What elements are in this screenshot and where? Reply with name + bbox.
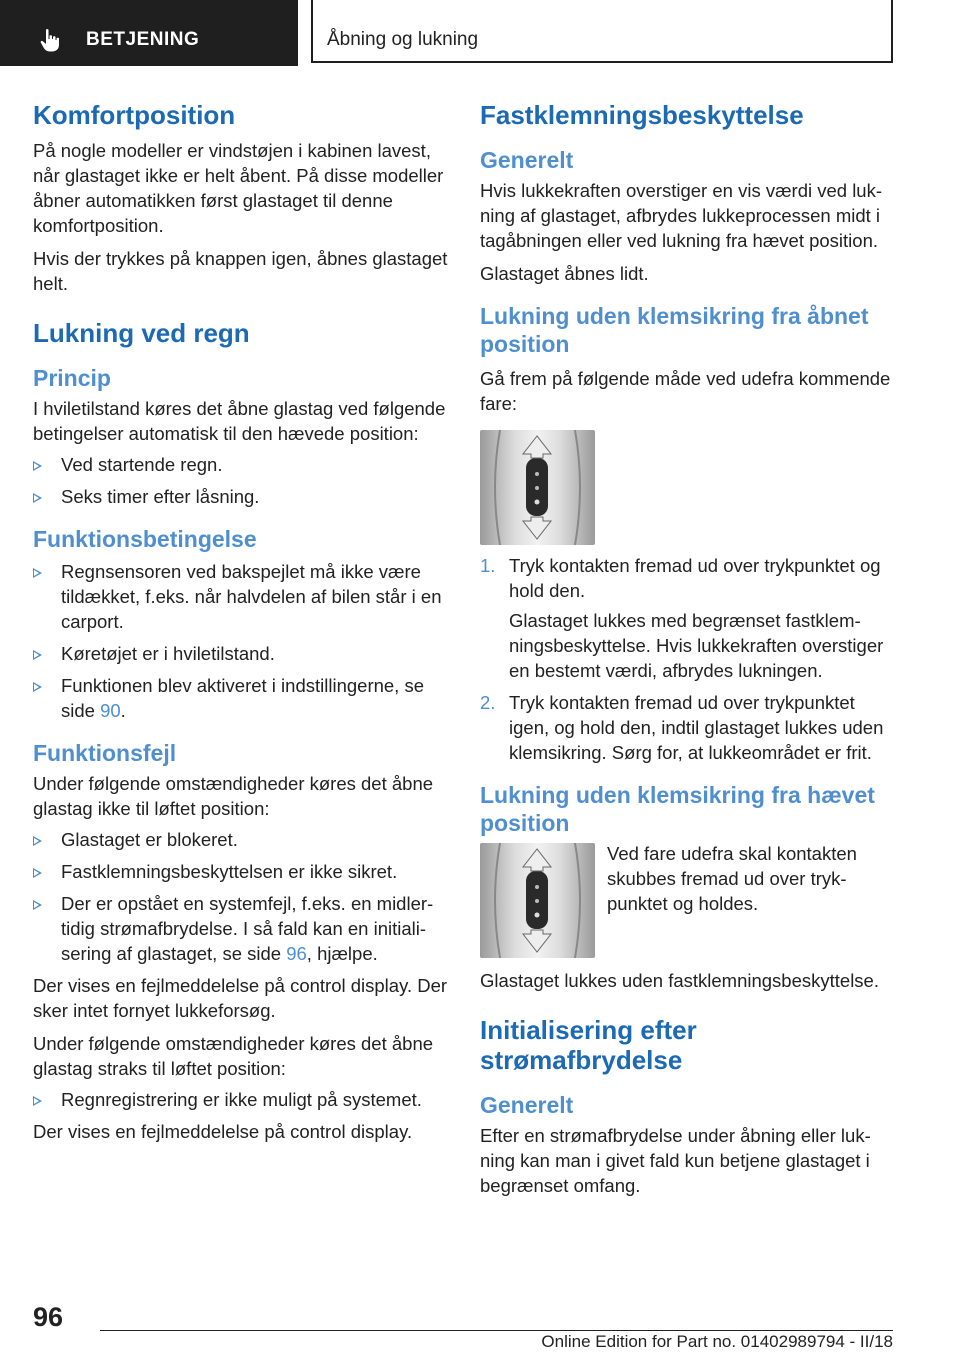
heading-generelt: Generelt	[480, 147, 574, 173]
list-item: 1. Tryk kontakten fremad ud over trykpunktet og hold den. Glastaget lukkes med begrænset fastklemningsbeskyttelse. Hvis lukkekraften overstiger en bestemt værdi, afbrydes lukningen.	[480, 553, 895, 683]
paragraph: Under følgende omstændigheder køres det åbne glastag ikke til løftet position:	[33, 773, 434, 819]
right-column	[480, 100, 895, 1198]
triangle-bullet-icon	[33, 900, 42, 910]
illustrated-paragraph	[480, 843, 895, 958]
step-note: Glastaget lukkes med begrænset fastklemningsbeskyttelse. Hvis lukkekraften overstiger en bestemt værdi, afbrydes lukningen.	[509, 610, 884, 681]
heading-generelt: Generelt	[480, 1092, 574, 1118]
section-title: BETJENING	[86, 29, 200, 50]
paragraph: Glastaget åbnes lidt.	[480, 263, 649, 284]
roof-switch-image	[480, 843, 595, 958]
edition-note: Online Edition for Part no. 01402989794 - II/18	[541, 1332, 893, 1351]
heading-fastklemningsbeskyttelse: Fastklemningsbeskyttelse	[480, 100, 804, 130]
list-item: Der er opstået en systemfejl, f.eks. en midlertidig strømafbrydelse. I så fald kan en initialisering af glastaget, se side 96, hjælpe.	[33, 891, 448, 966]
paragraph: Glastaget lukkes uden fastklemningsbeskyttelse.	[480, 970, 879, 991]
left-column	[33, 100, 448, 1144]
paragraph: Ved fare udefra skal kontakten skubbes fremad ud over trykpunktet og holdes.	[607, 843, 857, 914]
list-item: Regnsensoren ved bakspejlet må ikke være tildækket, f.eks. når halvdelen af bilen står i en carport.	[33, 559, 448, 634]
chapter-header	[311, 0, 893, 63]
paragraph: I hviletilstand køres det åbne glastag ved følgende betingelser automatisk til den hævede position:	[33, 398, 446, 444]
paragraph: På nogle modeller er vindstøjen i kabinen lavest, når glastaget ikke er helt åbent. På disse modeller åbner automatikken først glastaget til denne komfortposition.	[33, 140, 444, 236]
triangle-bullet-icon	[33, 493, 42, 503]
heading-funktionsfejl: Funktionsfejl	[33, 740, 177, 766]
heading-lukning-ved-regn: Lukning ved regn	[33, 318, 250, 348]
list-item: Køretøjet er i hviletilstand.	[33, 641, 448, 666]
hand-pointer-icon	[40, 28, 62, 52]
triangle-bullet-icon	[33, 568, 42, 578]
triangle-bullet-icon	[33, 1096, 42, 1106]
heading-initialisering: Initialisering efter strømafbrydelse	[480, 1015, 697, 1075]
paragraph: Efter en strømafbrydelse under åbning eller lukning kan man i givet fald kun betjene glastaget i begrænset omfang.	[480, 1125, 871, 1196]
heading-princip: Princip	[33, 365, 111, 391]
bullet-list	[33, 1087, 448, 1112]
list-item: Regnregistrering er ikke muligt på systemet.	[33, 1087, 448, 1112]
list-item: 2. Tryk kontakten fremad ud over trykpunktet igen, og hold den, indtil glastaget lukkes uden klemsikring. Sørg for, at lukkeområdet er frit.	[480, 692, 884, 763]
paragraph: Hvis der trykkes på knappen igen, åbnes glastaget helt.	[33, 248, 448, 294]
paragraph: Der vises en fejlmeddelelse på control display. Der sker intet fornyet lukkeforsøg.	[33, 975, 448, 1021]
bullet-list	[33, 827, 448, 966]
paragraph: Der vises en fejlmeddelelse på control display.	[33, 1121, 413, 1142]
list-item: Seks timer efter låsning.	[33, 484, 448, 509]
heading-lukning-fra-aabnet: Lukning uden klemsikring fra åbnet position	[480, 303, 869, 357]
bullet-list	[33, 559, 448, 723]
footer-divider	[100, 1330, 893, 1331]
triangle-bullet-icon	[33, 461, 42, 471]
triangle-bullet-icon	[33, 650, 42, 660]
roof-switch-image	[480, 430, 595, 545]
chapter-title: Åbning og lukning	[327, 29, 479, 50]
step-list	[480, 553, 895, 765]
triangle-bullet-icon	[33, 836, 42, 846]
list-item: Glastaget er blokeret.	[33, 827, 448, 852]
paragraph: Under følgende omstændigheder køres det åbne glastag straks til løftet position:	[33, 1033, 434, 1079]
triangle-bullet-icon	[33, 868, 42, 878]
paragraph: Hvis lukkekraften overstiger en vis værdi ved lukning af glastaget, afbrydes lukkeprocessen midt i tagåbningen eller ved lukning fra hævet position.	[480, 180, 883, 251]
heading-funktionsbetingelse: Funktionsbetingelse	[33, 526, 257, 552]
list-item: Funktionen blev aktiveret i indstillingerne, se side 90.	[33, 673, 448, 723]
list-item: Ved startende regn.	[33, 452, 448, 477]
heading-lukning-fra-haevet: Lukning uden klemsikring fra hævet position	[480, 782, 875, 836]
paragraph: Gå frem på følgende måde ved udefra kommende fare:	[480, 368, 891, 414]
page-link-90[interactable]: 90	[100, 700, 121, 721]
bullet-list	[33, 452, 448, 509]
page-number: 96	[33, 1302, 64, 1332]
heading-komfortposition: Komfortposition	[33, 100, 236, 130]
page-link-96[interactable]: 96	[286, 943, 307, 964]
list-item: Fastklemningsbeskyttelsen er ikke sikret.	[33, 859, 448, 884]
triangle-bullet-icon	[33, 682, 42, 692]
switch-illustration	[480, 430, 895, 545]
section-header	[0, 0, 298, 66]
